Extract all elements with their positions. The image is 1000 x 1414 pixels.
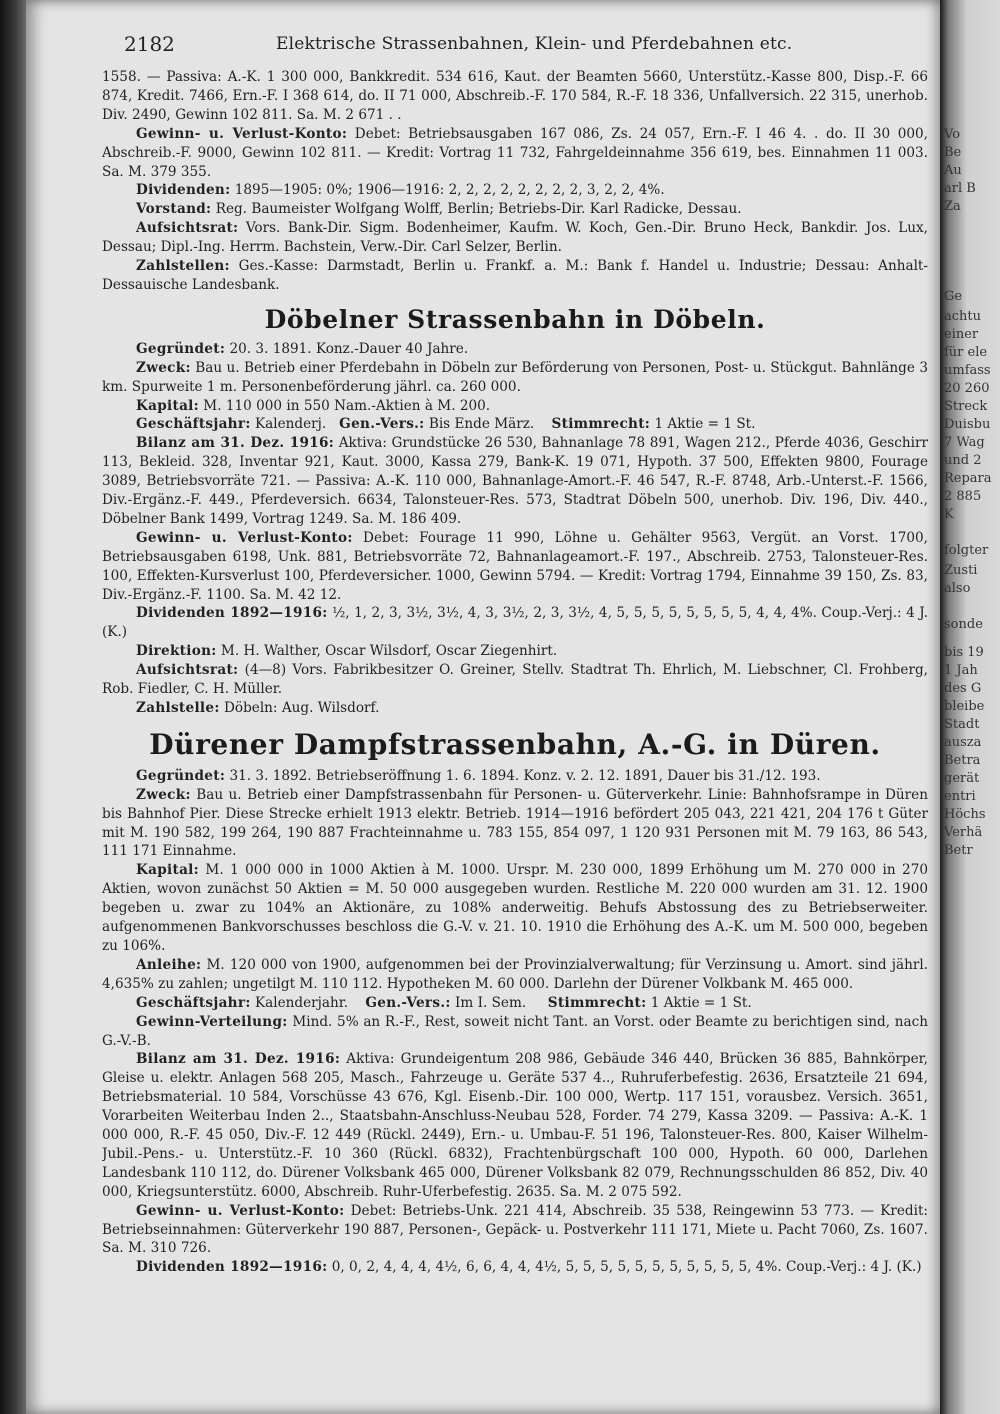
text-column: [102, 68, 928, 1404]
edge-fragment: 7 Wag: [944, 435, 985, 450]
edge-fragment: 2 885: [944, 489, 982, 504]
edge-fragment: bis 19: [944, 645, 984, 660]
profit-loss-account: Gewinn- u. Verlust-Konto: Debet: Betriebs-Unk. 221 414, Abschreib. 35 538, Reingewinn 53 773. — Kredit: Betriebseinnahmen: Güterverkehr 190 887, Personen-, Gepäck- u. Postverkehr 111 171, Miete u. Pacht 7060, Zs. 1607. Sa. M. 310 726.: [102, 1202, 928, 1257]
edge-fragment: arl B: [944, 181, 976, 196]
capital: Kapital: M. 110 000 in 550 Nam.-Aktien à M. 200.: [136, 397, 491, 414]
entry-continuation: [102, 68, 928, 295]
edge-fragment: umfass: [944, 363, 991, 378]
company-heading-dueren: Dürener Dampfstrassenbahn, A.-G. in Düren.: [149, 727, 881, 761]
founded: Gegründet: 31. 3. 1892. Betriebseröffnung 1. 6. 1894. Konz. v. 2. 12. 1891, Dauer bis 31./12. 193.: [136, 767, 821, 784]
board-vorstand: Vorstand: Reg. Baumeister Wolfgang Wolff, Berlin; Betriebs-Dir. Karl Radicke, Dessau.: [136, 201, 742, 218]
page-number: 2182: [124, 32, 175, 56]
capital: Kapital: M. 1 000 000 in 1000 Aktien à M. 1000. Urspr. M. 230 000, 1899 Erhöhung um M. 270 000 in 270 Aktien, wovon zunächst 50 Aktien = M. 50 000 ausgegeben wurden. Restliche M. 220 000 wurden am 31. 12. 1900 begeben u. zwar zu 104% an Aktionäre, zu 108% anderweitig. Behufs Abstossung des zu Betriebserweiter. aufgenommenen Bankvorschusses beschloss die G.-V. v. 21. 10. 1910 die Erhöhung des A.-K. um M. 500 000, begeben zu 106%.: [102, 862, 928, 954]
edge-fragment: sonde: [944, 617, 983, 632]
edge-fragment: Repara: [944, 471, 992, 486]
dividends: Dividenden 1892—1916: ½, 1, 2, 3, 3½, 3½, 4, 3, 3½, 2, 3, 3½, 4, 5, 5, 5, 5, 5, 5, 5, 5, 4, 4, 4%. Coup.-Verj.: 4 J. (K.): [102, 605, 928, 641]
founded: Gegründet: 20. 3. 1891. Konz.-Dauer 40 Jahre.: [136, 340, 469, 357]
dividends: Dividenden: 1895—1905: 0%; 1906—1916: 2, 2, 2, 2, 2, 2, 2, 2, 3, 2, 2, 4%.: [136, 182, 665, 199]
management: Direktion: M. H. Walther, Oscar Wilsdorf, Oscar Ziegenhirt.: [136, 643, 558, 660]
edge-fragment: für ele: [944, 345, 988, 360]
edge-fragment: gerät: [944, 771, 980, 786]
edge-fragment: K: [944, 507, 954, 522]
entry-dueren: [102, 767, 928, 1277]
edge-fragment: Streck: [944, 399, 988, 414]
edge-fragment: folgter: [944, 543, 989, 558]
dividends: Dividenden 1892—1916: 0, 0, 2, 4, 4, 4, 4½, 6, 6, 4, 4, 4½, 5, 5, 5, 5, 5, 5, 5, 5, 5, 5, 5, 4%. Coup.-Verj.: 4 J. (K.): [136, 1259, 922, 1276]
passiva-continuation: 1558. — Passiva: A.-K. 1 300 000, Bankkredit. 534 616, Kaut. der Beamten 5660, Unterstütz.-Kasse 800, Disp.-F. 66 874, Kredit. 7466, Ern.-F. I 368 614, do. II 71 000, Abschreib.-F. 170 584, R.-F. 18 336, Unfallversich. 22 315, unerhob. Div. 2490, Gewinn 102 811. Sa. M. 2 671 . .: [102, 69, 928, 123]
supervisory-board: Aufsichtsrat: (4—8) Vors. Fabrikbesitzer O. Greiner, Stellv. Stadtrat Th. Ehrlich, M. Liebschner, Cl. Frohberg, Rob. Fiedler, C. H. Müller.: [102, 662, 928, 698]
loan: Anleihe: M. 120 000 von 1900, aufgenommen bei der Provinzialverwaltung; für Verzinsung u. Amort. sind jährl. 4,635% zu zahlen; ungetilgt M. 110 112. Hypotheken M. 60 000. Darlehn der Dürener Volkbank M. 465 000.: [102, 956, 928, 992]
edge-fragment: Betr: [944, 843, 973, 858]
paying-agent: Zahlstelle: Döbeln: Aug. Wilsdorf.: [136, 700, 380, 716]
book-binding-shadow: [0, 0, 26, 1414]
profit-loss-account: Gewinn- u. Verlust-Konto: Debet: Fourage 11 990, Löhne u. Gehälter 9563, Vergüt. an Vorst. 1700, Betriebsausgaben 6198, Unk. 881, Betriebsvorräte 72, Bahnanlageamort.-F. 197., Abschreib. 2753, Talonsteuer-Res. 100, Effekten-Kursverlust 100, Pferdeversicher. 1000, Gewinn 5794. — Kredit: Vortrag 1794, Einnahme 39 150, Zs. 83, Div.-Ergänz.-F. 1100. Sa. M. 42 12.: [102, 529, 928, 603]
edge-fragment: Ge: [944, 289, 963, 304]
edge-fragment: also: [944, 581, 971, 596]
edge-fragment: Stadt: [944, 717, 980, 732]
edge-fragment: Zusti: [944, 563, 978, 578]
edge-fragment: achtu: [944, 309, 982, 324]
fiscal-year-meeting-voting: Geschäftsjahr: Kalenderjahr. Gen.-Vers.: Im I. Sem. Stimmrecht: 1 Aktie = 1 St.: [136, 994, 752, 1011]
balance-sheet: Bilanz am 31. Dez. 1916: Aktiva: Grundeigentum 208 986, Gebäude 346 440, Brücken 36 885, Bahnkörper, Gleise u. elektr. Anlagen 568 205, Masch., Fahrzeuge u. Geräte 537 4.., Ruhruferbefestig. 2636, Ersatzteile 21 694, Betriebsmaterial. 10 584, Vorschüsse 43 676, Kgl. Eisenb.-Dir. 100 000, Wertp. 117 151, vorausbez. Versich. 3651, Vorarbeiten Weiterbau Inden 2.., Staatsbahn-Anschluss-Neubau 528, Forder. 74 279, Kassa 3209. — Passiva: A.-K. 1 000 000, R.-F. 45 050, Div.-F. 12 449 (Rückl. 2449), Ern.- u. Umbau-F. 51 196, Talonsteuer-Res. 800, Kaiser Wilhelm-Jubil.-Pens.- u. Unterstütz.-F. 10 360 (Rückl. 6832), Frachtenbürgschaft 100 000, Hypoth. 60 000, Darlehen Landesbank 110 112, do. Dürener Volksbank 465 000, Dürener Volksbank 82 079, Rechnungsschulden 86 852, Div. 40 000, Kriegsunterstütz. 6000, Abschreib. Ruhr-Uferbefestig. 2635. Sa. M. 2 075 592.: [102, 1051, 928, 1200]
purpose: Zweck: Bau u. Betrieb einer Dampfstrassenbahn für Personen- u. Güterverkehr. Linie: Bahnhofsrampe in Düren bis Bahnhof Pier. Diese Strecke erhielt 1913 elektr. Betrieb. 1914—1916 befördert 205 043, 221 421, 204 176 t Güter mit M. 190 582, 199 264, 190 887 Frachteinnahme u. 783 155, 854 097, 1 120 931 Personen mit M. 79 163, 86 543, 111 171 Einnahme.: [102, 786, 928, 860]
paying-agents: Zahlstellen: Ges.-Kasse: Darmstadt, Berlin u. Frankf. a. M.: Bank f. Handel u. Industrie; Dessau: Anhalt-Dessauische Landesbank.: [102, 258, 928, 293]
purpose: Zweck: Bau u. Betrieb einer Pferdebahn in Döbeln zur Beförderung von Personen, Post- u. Stückgut. Bahnlänge 3 km. Spurweite 1 m. Personenbeförderung jährl. ca. 260 000.: [102, 359, 928, 395]
profit-distribution: Gewinn-Verteilung: Mind. 5% an R.-F., Rest, soweit nicht Tant. an Vorst. oder Beamte zu berichtigen sind, nach G.-V.-B.: [102, 1013, 928, 1049]
edge-fragment: Höchs: [944, 807, 986, 822]
edge-fragment: Verhä: [944, 825, 983, 840]
edge-fragment: Au: [944, 163, 962, 178]
edge-fragment: bleibe: [944, 699, 985, 714]
edge-fragment: des G: [944, 681, 982, 696]
fiscal-year-meeting-voting: Geschäftsjahr: Kalenderj. Gen.-Vers.: Bis Ende März. Stimmrecht: 1 Aktie = 1 St.: [136, 416, 756, 433]
adjacent-page-edge: [940, 0, 1000, 1414]
entry-doebeln: [102, 340, 928, 718]
edge-fragment: Duisbu: [944, 417, 991, 432]
edge-fragment: 20 260: [944, 381, 990, 396]
edge-fragment: entri: [944, 789, 976, 804]
edge-fragment: Betra: [944, 753, 981, 768]
edge-fragment: und 2: [944, 453, 982, 468]
edge-fragment: Vo: [944, 127, 961, 142]
supervisory-board: Aufsichtsrat: Vors. Bank-Dir. Sigm. Bodenheimer, Kaufm. W. Koch, Gen.-Dir. Bruno Heck, Bankdir. Jos. Lux, Dessau; Dipl.-Ing. Herrm. Bachstein, Verw.-Dir. Carl Selzer, Berlin.: [102, 220, 928, 256]
profit-loss-account: Gewinn- u. Verlust-Konto: Debet: Betriebsausgaben 167 086, Zs. 24 057, Ern.-F. I 46 4. . do. II 30 000, Abschreib.-F. 9000, Gewinn 102 811. — Kredit: Vortrag 11 732, Fahrgeldeinnahme 356 619, bes. Einnahmen 11 003. Sa. M. 379 355.: [102, 125, 928, 180]
edge-fragment: einer: [944, 327, 979, 342]
balance-sheet: Bilanz am 31. Dez. 1916: Aktiva: Grundstücke 26 530, Bahnanlage 78 891, Wagen 212., Pferde 4036, Geschirr 113, Bekleid. 328, Inventar 921, Kaut. 3000, Kassa 279, Bank-K. 19 071, Hypoth. 37 500, Effekten 9800, Fourage 3089, Betriebsvorräte 721. — Passiva: A.-K. 110 000, Bahnanlage-Amort.-F. 46 547, R.-F. 8748, Arb.-Unterst.-F. 1566, Div.-Ergänz.-F. 449., Pferdeversich. 6634, Talonsteuer-Res. 573, Stadtrat Döbeln 500, unerhob. Div. 196, Div. 440., Döbelner Bank 1499, Vortrag 1249. Sa. M. 186 409.: [102, 435, 928, 527]
edge-fragment: Za: [944, 199, 961, 214]
edge-fragment: Be: [944, 145, 962, 160]
running-title: Elektrische Strassenbahnen, Klein- und Pferdebahnen etc.: [276, 34, 793, 54]
edge-fragment: 1 Jah: [944, 663, 978, 678]
company-heading-doebeln: Döbelner Strassenbahn in Döbeln.: [264, 304, 766, 334]
edge-fragment: ausza: [944, 735, 982, 750]
